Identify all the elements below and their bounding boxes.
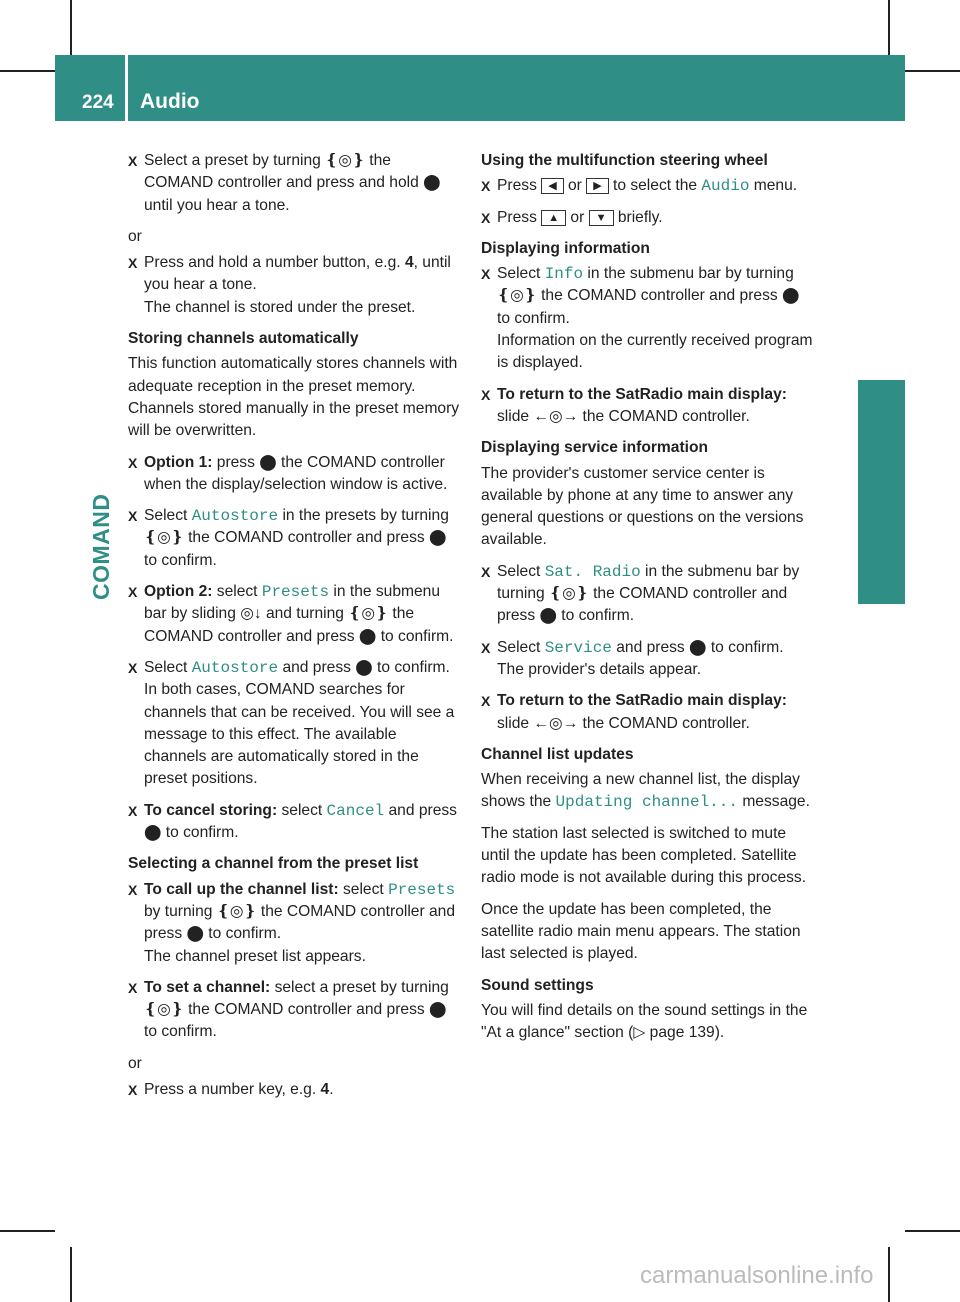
step-text: and press ⬤ to confirm. [144,801,457,842]
paragraph: The provider's customer service center is available by phone at any time to answer any general questions or questions on the versions available. [481,464,804,549]
step-text: Select [497,638,545,656]
or-text: or [128,227,142,245]
step [128,581,463,648]
step [128,252,463,319]
step-text: or [566,208,589,226]
step-text: Press [497,208,542,226]
crop-mark [0,1230,55,1232]
crop-mark [905,70,960,72]
menu-item-sat-radio: Sat. Radio [544,562,641,581]
step [481,637,816,682]
up-arrow-key-icon: ▲ [541,210,566,226]
down-arrow-key-icon: ▼ [589,210,614,226]
step-text: select a preset by turning ❴◎❵ the COMAND controller and press ⬤ to confirm. [144,978,449,1041]
menu-item-info: Info [544,265,584,284]
heading: Using the multifunction steering wheel [481,152,768,169]
menu-item-audio: Audio [701,177,750,196]
step [481,384,816,429]
crop-mark [70,0,72,55]
step-text: briefly. [613,208,663,226]
step [481,263,816,374]
step-text: Select a preset by turning ❴◎❵ the COMAND controller and press and hold ⬤ until you hear a tone. [144,152,441,214]
option-label: Option 1: [144,453,213,471]
step-text: menu. [749,177,798,195]
step-text: and press ⬤ to confirm. [611,638,784,656]
step-text: , until you hear a tone. [144,254,451,294]
step [481,175,816,197]
step [128,977,463,1044]
step-label: To return to the SatRadio main display: [497,692,787,710]
step-text: Select [144,658,192,676]
step [128,800,463,845]
or-text: or [128,1054,142,1072]
watermark: carmanualsonline.info [640,1262,874,1289]
step [128,657,463,791]
step-text: in the presets by turning ❴◎❵ the COMAND controller and press ⬤ to confirm. [144,507,449,569]
menu-item-service: Service [544,638,612,657]
step [481,207,816,229]
step-label: To return to the SatRadio main display: [497,385,787,403]
step-label: To set a channel: [144,978,271,996]
step-result: The provider's details appear. [497,660,702,678]
right-arrow-key-icon: ▶ [586,178,608,194]
left-arrow-key-icon: ◀ [541,178,563,194]
paragraph: You will find details on the sound settings in the "At a glance" section (▷ page 139). [481,1001,808,1042]
step-text: in the submenu bar by sliding ◎↓ and turning ❴◎❵ the COMAND controller and press ⬤ to confirm. [144,583,454,645]
crop-mark [888,0,890,55]
step [128,452,463,497]
key-number: 4 [404,254,414,272]
menu-item-presets: Presets [261,583,330,602]
step [128,1079,463,1101]
side-tab [858,380,905,604]
page-number: 224 [82,92,114,113]
crop-mark [905,1230,960,1232]
step [128,879,463,968]
step-text: . [329,1080,334,1098]
step-text: Select [497,265,545,283]
step-result: The channel is stored under the preset. [144,298,416,316]
paragraph: This function automatically stores channels with adequate reception in the preset memory. Channels stored manually in the preset memory will be overwritten. [128,355,460,440]
step-text: select [212,583,262,601]
step-result: The channel preset list appears. [144,947,366,965]
side-tab-label: COMAND [88,493,114,600]
crop-mark [888,1247,890,1302]
step [128,505,463,572]
step [128,150,463,217]
section-title: Audio [140,90,200,113]
menu-item-autostore: Autostore [191,507,279,526]
step-text: to select the [608,177,702,195]
heading: Channel list updates [481,745,634,763]
step-text: Press and hold a number button, e.g. [144,254,405,272]
step-text: slide ←◎→ the COMAND controller. [497,714,750,732]
step-text: Press [497,177,542,195]
step [481,561,816,628]
step-label: To call up the channel list: [144,880,339,898]
right-column [481,150,816,1053]
heading: Displaying service information [481,439,709,457]
display-message: Updating channel... [555,793,738,812]
step-text: in the submenu bar by turning ❴◎❵ the COMAND controller and press ⬤ to confirm. [497,562,800,625]
menu-item-autostore: Autostore [191,658,279,677]
paragraph [481,769,816,814]
paragraph-text: When receiving a new channel list, the display shows the [481,771,800,811]
header-divider [125,55,128,121]
crop-mark [0,70,55,72]
menu-item-presets: Presets [388,880,456,899]
step-result: In both cases, COMAND searches for channels that can be received. You will see a message to this effect. The available channels are automatically stored in the preset positions. [144,681,455,788]
step-text: select [338,880,389,898]
heading: Displaying information [481,239,650,257]
step [481,690,816,735]
step-text: and press ⬤ to confirm. [278,658,450,676]
step-text: by turning ❴◎❵ the COMAND controller and press ⬤ to confirm. [144,902,456,943]
step-text: or [563,177,587,195]
option-label: Option 2: [144,583,213,601]
menu-item-cancel: Cancel [326,801,385,820]
paragraph-text: message. [737,793,810,811]
crop-mark [70,1247,72,1302]
key-number: 4 [320,1080,330,1098]
step-text: Select [144,507,192,525]
step-text: select [277,801,327,819]
paragraph: Once the update has been completed, the satellite radio main menu appears. The station last selected is played. [481,900,801,963]
step-text: press ⬤ the COMAND controller when the display/selection window is active. [144,453,448,493]
heading: Sound settings [481,976,594,994]
step-label: To cancel storing: [144,801,278,819]
step-text: Press a number key, e.g. [144,1080,321,1098]
heading: Selecting a channel from the preset list [128,855,419,873]
left-column [128,150,463,1110]
step-text: Select [497,562,545,580]
step-text: slide ←◎→ the COMAND controller. [497,407,750,425]
heading: Storing channels automatically [128,330,359,348]
step-result: Information on the currently received program is displayed. [497,332,813,372]
step-text: in the submenu bar by turning ❴◎❵ the COMAND controller and press ⬤ to confirm. [497,265,800,327]
paragraph: The station last selected is switched to mute until the update has been completed. Satellite radio mode is not available during this process. [481,824,807,887]
